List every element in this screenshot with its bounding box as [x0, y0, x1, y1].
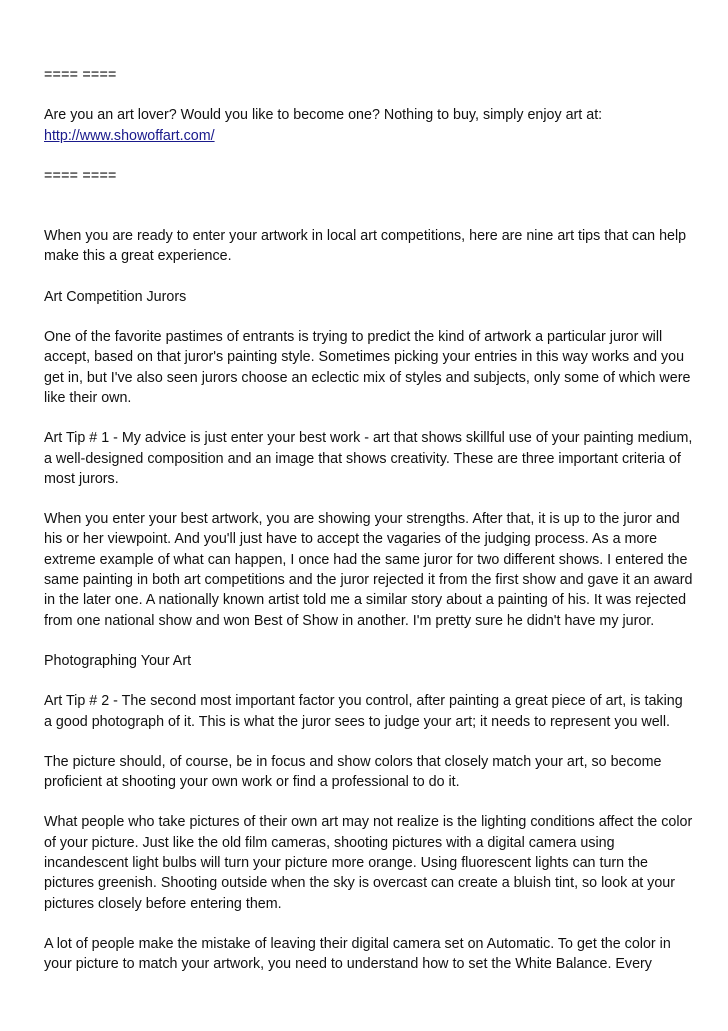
- paragraph-tip-2: Art Tip # 2 - The second most important factor you control, after painting a great piece of art, is taking a good photograph of it. This is what the juror sees to judge your art; it needs to represent you well.: [44, 693, 683, 730]
- paragraph-best-artwork: When you enter your best artwork, you are showing your strengths. After that, it is up to the juror and his or her viewpoint. And you'll just have to accept the vagaries of the judging process. As a more extreme example of what can happen, I once had the same juror for two different shows. I entered the same painting in both art competitions and the juror rejected it from the first show and gave it an award in the later one. A nationally known artist told me a similar story about a painting of his. It was rejected from one national show and won Best of Show in another. I'm pretty sure he didn't have my juror.: [44, 511, 693, 629]
- separator-bottom: ==== ====: [44, 167, 117, 184]
- intro-paragraph: [44, 105, 694, 146]
- paragraph-focus: The picture should, of course, be in focus and show colors that closely match your art, so become proficient at shooting your own work or find a professional to do it.: [44, 753, 662, 791]
- heading-photographing: Photographing Your Art: [44, 652, 192, 669]
- intro-text: Are you an art lover? Would you like to become one? Nothing to buy, simply enjoy art at:: [44, 107, 603, 124]
- paragraph-lighting: What people who take pictures of their own art may not realize is the lighting conditions affect the color of your picture. Just like the old film cameras, shooting pictures with a digital camera using incandescent light bulbs will turn your picture more orange. Using fluorescent lights can turn the pictures greenish. Shooting outside when the sky is overcast can create a bluish tint, so look at your pictures closely before entering them.: [44, 814, 693, 912]
- paragraph-tip-1: Art Tip # 1 - My advice is just enter your best work - art that shows skillful use of your painting medium, a well-designed composition and an image that shows creativity. These are three important criteria of most jurors.: [44, 430, 693, 487]
- showoffart-link[interactable]: http://www.showoffart.com/: [44, 127, 215, 144]
- paragraph-jurors: One of the favorite pastimes of entrants is trying to predict the kind of artwork a particular juror will accept, based on that juror's painting style. Sometimes picking your entries in this way works and you get in, but I've also seen jurors choose an eclectic mix of styles and subjects, only some of which were like their own.: [44, 329, 691, 406]
- paragraph-white-balance: A lot of people make the mistake of leaving their digital camera set on Automatic. To get the color in your picture to match your artwork, you need to understand how to set the White Balance. Every: [44, 935, 671, 973]
- heading-jurors: Art Competition Jurors: [44, 288, 187, 305]
- document-page: [44, 65, 694, 975]
- paragraph-intro: When you are ready to enter your artwork in local art competitions, here are nine art tips that can help make this a great experience.: [44, 228, 687, 265]
- separator-top: ==== ====: [44, 67, 117, 83]
